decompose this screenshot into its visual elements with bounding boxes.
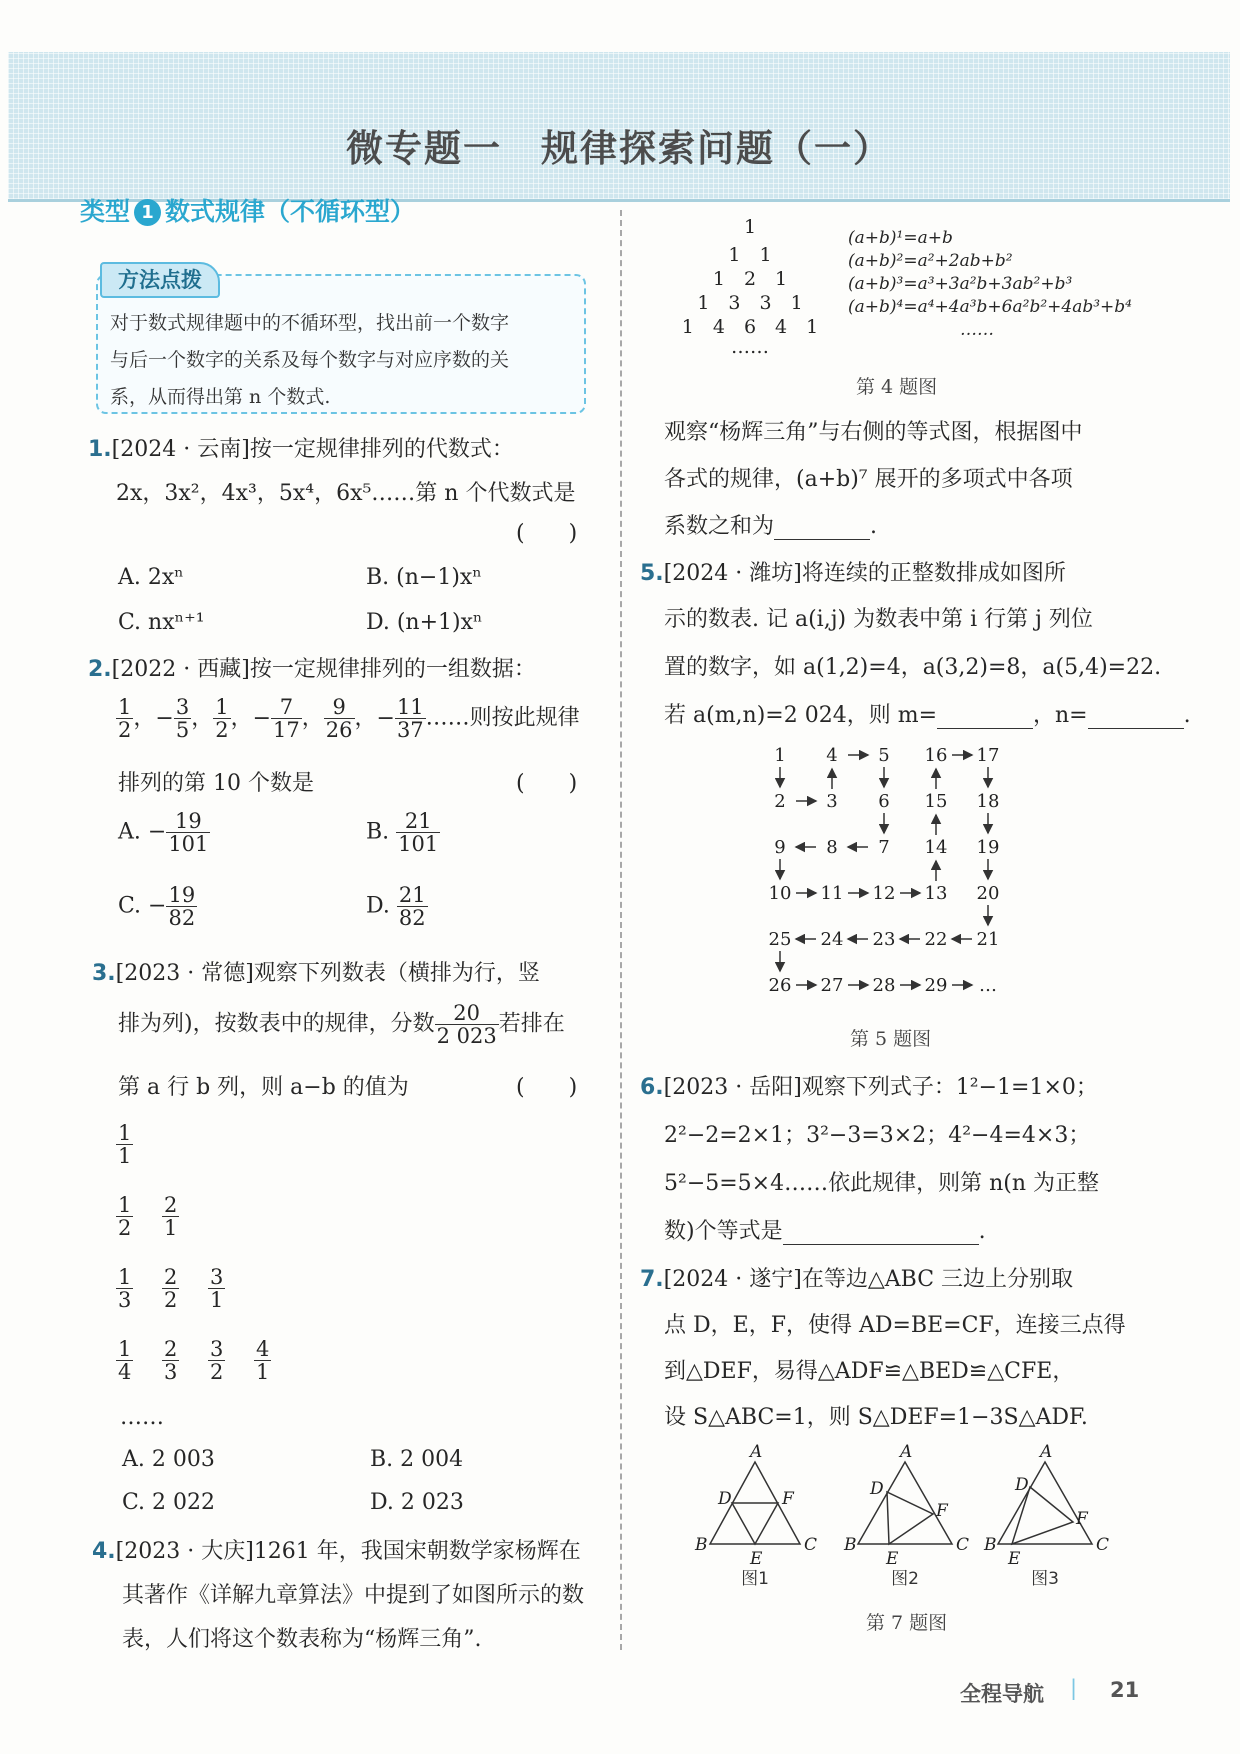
q3-cell-fraction — [116, 1194, 133, 1239]
q2-stem — [88, 652, 536, 683]
q5-grid-number: 28 — [872, 975, 896, 996]
q2-paren: ( ) — [516, 771, 578, 796]
q5-arrows — [780, 755, 988, 985]
q7-vertex-label: A — [750, 1444, 763, 1462]
q3-cell-fraction-num: 1 — [118, 1265, 132, 1289]
q4-source: [2023 · 大庆] — [115, 1539, 254, 1564]
q3-line3: 第 a 行 b 列，则 a−b 的值为 — [118, 1075, 409, 1100]
q1-option-d: D. (n+1)xⁿ — [366, 610, 483, 635]
q5-grid-number: 9 — [774, 837, 786, 858]
q5-grid-number: 24 — [820, 929, 844, 950]
q5-grid-number: 12 — [872, 883, 896, 904]
q7-vertex-label: D — [1015, 1475, 1029, 1495]
q4-cont-text: 系数之和为 — [664, 514, 775, 539]
q5-source: [2024 · 潍坊] — [663, 561, 802, 586]
q5-grid-number: 23 — [872, 929, 896, 950]
q5-grid-number: 5 — [878, 745, 890, 766]
q2-a-label: A. − — [118, 819, 167, 845]
q3-cell-fraction — [208, 1338, 225, 1383]
page-number: 21 — [1110, 1678, 1140, 1702]
q7-vertex-label: C — [804, 1535, 818, 1555]
yanghui-row: 1 4 6 4 1 — [681, 316, 819, 338]
q2-option-d — [366, 884, 428, 929]
q5-grid-number: 27 — [820, 975, 844, 996]
q3-cell-fraction-num: 4 — [256, 1337, 270, 1361]
q2-seq-term-num: 9 — [324, 696, 355, 719]
q2-seq-term-den: 26 — [325, 718, 353, 743]
q6-line3: 5²−5=5×4……依此规律，则第 n(n 为正整 — [664, 1171, 1100, 1196]
q7-vertex-label: E — [1008, 1549, 1021, 1569]
yanghui-row: 1 3 3 1 — [697, 292, 803, 314]
q1-line2: 2x，3x²，4x³，5x⁴，6x⁵……第 n 个代数式是 — [116, 481, 576, 506]
q5-grid-number: 4 — [826, 745, 838, 766]
q7-vertex-label: F — [1076, 1509, 1088, 1529]
q5-figure-caption: 第 5 题图 — [850, 1028, 932, 1050]
q2-option-c — [118, 884, 197, 929]
q6-line4: 数)个等式是 . — [664, 1219, 986, 1244]
q5-stem — [640, 556, 1066, 587]
q7-vertex-label: D — [870, 1479, 884, 1499]
q4-line3: 表，人们将这个数表称为“杨辉三角”. — [122, 1627, 482, 1652]
q7-stem — [640, 1262, 1073, 1293]
q4-line2: 其著作《详解九章算法》中提到了如图所示的数 — [122, 1583, 585, 1608]
q2-seq-tail: ……则按此规律 — [425, 705, 580, 731]
q2-seq-term-num: 11 — [396, 695, 424, 719]
q3-table-cell — [116, 1122, 133, 1167]
footer-separator: | — [1070, 1676, 1078, 1700]
q5-grid-number: 16 — [924, 745, 948, 766]
q7-vertex-label: C — [956, 1535, 970, 1555]
type-number: 1 — [134, 199, 161, 226]
q2-seq-sep: ，− — [230, 705, 272, 731]
q5-grid-number: 11 — [820, 883, 844, 904]
q7-vertex-label: C — [1096, 1535, 1110, 1555]
q5-grid-number: 21 — [976, 929, 1000, 950]
q3-option-a: A. 2 003 — [122, 1447, 215, 1472]
q2-source: [2022 · 西藏] — [111, 657, 250, 682]
q7-vertex-label: B — [984, 1535, 997, 1555]
q3-cell-fraction-num: 2 — [164, 1265, 178, 1289]
q2-seq-sep: ， — [301, 705, 324, 731]
yanghui-row: 1 1 — [728, 244, 772, 266]
q5-grid-number: 10 — [768, 883, 792, 904]
q2-number: 2. — [88, 657, 112, 682]
q5-grid-number: 1 — [774, 745, 786, 766]
page-title: 微专题一 规律探索问题（一） — [346, 127, 892, 170]
footer-book-name: 全程导航 — [960, 1682, 1044, 1706]
q7-figure-caption: 第 7 题图 — [866, 1612, 948, 1634]
q7-number: 7. — [640, 1267, 664, 1292]
binomial-equation: …… — [960, 320, 994, 340]
q7-vertex-label: F — [782, 1489, 794, 1509]
q3-cell-fraction-num: 3 — [210, 1337, 224, 1361]
q4-number: 4. — [92, 1539, 116, 1564]
q7-vertex-label: E — [750, 1549, 763, 1569]
q6-text: 观察下列式子：1²−1=1×0； — [801, 1075, 1098, 1100]
q2-b-fraction — [396, 810, 440, 855]
q3-text: 观察下列数表（横排为行，竖 — [253, 961, 540, 986]
q3-table-cell — [208, 1338, 225, 1383]
q2-a-den: 101 — [168, 832, 209, 857]
q2-a-num: 19 — [166, 810, 210, 833]
q7-vertex-label: A — [1040, 1444, 1053, 1462]
binomial-equation: (a+b)¹=a+b — [848, 228, 953, 248]
q7-figure-3 — [998, 1462, 1092, 1544]
q3-table-cell — [116, 1338, 133, 1383]
type-heading — [80, 192, 415, 228]
q5-grid-number: 25 — [768, 929, 792, 950]
q2-seq-term-den: 17 — [273, 718, 300, 743]
q3-cell-fraction — [116, 1122, 133, 1167]
q3-cell-fraction-num: 2 — [164, 1337, 178, 1361]
q2-seq-sep: ，− — [354, 705, 395, 731]
q5-text: 将连续的正整数排成如图所 — [801, 561, 1066, 586]
q2-c-den: 82 — [168, 906, 196, 931]
q2-b-num: 21 — [396, 810, 440, 833]
q4-text: 1261 年，我国宋朝数学家杨辉在 — [253, 1539, 581, 1564]
q6-line4-text: 数)个等式是 — [664, 1219, 783, 1244]
q2-d-fraction — [397, 884, 428, 929]
q3-frac-den: 2 023 — [436, 1024, 497, 1049]
q3-cell-fraction — [116, 1266, 133, 1311]
q2-seq-term-num: 1 — [215, 695, 229, 719]
q1-option-a: A. 2xⁿ — [118, 565, 184, 590]
q3-option-c: C. 2 022 — [122, 1490, 216, 1515]
q3-cell-fraction-num: 1 — [118, 1121, 132, 1145]
q5-m-blank[interactable] — [937, 707, 1033, 729]
q4-cont-line1: 观察“杨辉三角”与右侧的等式图，根据图中 — [664, 420, 1083, 445]
q2-seq-term — [395, 696, 426, 741]
q3-cell-fraction-den: 2 — [164, 1288, 178, 1313]
q1-option-b: B. (n−1)xⁿ — [366, 565, 482, 590]
q5-grid-number: 8 — [826, 837, 838, 858]
q3-cell-fraction-den: 2 — [118, 1216, 132, 1241]
q3-table-cell — [116, 1194, 133, 1239]
q5-grid-number: 29 — [924, 975, 948, 996]
q1-stem — [88, 432, 514, 463]
q3-cell-fraction-num: 1 — [118, 1193, 132, 1217]
q3-cell-fraction — [162, 1338, 179, 1383]
q5-grid-number: 26 — [768, 975, 792, 996]
q3-table-cell — [162, 1194, 179, 1239]
q2-seq-term — [174, 696, 191, 741]
q3-line2 — [118, 1002, 565, 1047]
q1-source: [2024 · 云南] — [111, 437, 250, 462]
q2-seq-term — [213, 696, 230, 741]
q7-vertex-label: A — [900, 1444, 913, 1462]
binomial-equation: (a+b)⁴=a⁴+4a³b+6a²b²+4ab³+b⁴ — [848, 297, 1132, 317]
q2-seq-term-den: 2 — [215, 718, 229, 743]
tip-line-2: 与后一个数字的关系及每个数字与对应序数的关 — [110, 349, 510, 371]
q2-seq-term-num: 7 — [271, 696, 302, 719]
q5-line4a: 若 a(m,n)=2 024，则 m= — [664, 703, 938, 728]
q5-grid-number: 15 — [924, 791, 948, 812]
q5-grid-number: … — [979, 975, 997, 996]
q2-seq-sep: ， — [191, 705, 214, 731]
type-title: 数式规律（不循环型） — [165, 197, 416, 226]
yanghui-row: 1 2 1 — [712, 268, 788, 290]
q1-text: 按一定规律排列的代数式： — [249, 437, 514, 462]
q5-grid-number: 2 — [774, 791, 786, 812]
q7-line3: 到△DEF，易得△ADF≌△BED≌△CFE， — [664, 1359, 1075, 1384]
q2-text: 按一定规律排列的一组数据： — [249, 657, 536, 682]
q2-seq-term-num: 1 — [118, 695, 132, 719]
q7-vertex-label: E — [886, 1549, 899, 1569]
q2-line3: 排列的第 10 个数是 — [118, 771, 314, 796]
yanghui-row: 1 — [743, 216, 757, 238]
q3-line2b: 若排在 — [498, 1011, 565, 1037]
fig1-triangle-def — [732, 1503, 778, 1544]
q3-line2a: 排为列)，按数表中的规律，分数 — [118, 1011, 435, 1037]
q2-d-num: 21 — [398, 883, 426, 907]
q3-table-cell — [254, 1338, 271, 1383]
q7-fig3-label: 图3 — [1031, 1569, 1059, 1589]
q7-fig1-label: 图1 — [741, 1569, 769, 1589]
q3-dots: …… — [120, 1405, 164, 1430]
q3-option-b: B. 2 004 — [370, 1447, 464, 1472]
q5-grid-number: 18 — [976, 791, 1000, 812]
q7-vertex-label: D — [718, 1489, 732, 1509]
q1-paren: ( ) — [516, 521, 578, 546]
column-divider — [620, 210, 622, 1650]
q2-d-den: 82 — [398, 906, 426, 931]
q2-seq-sep: ，− — [133, 705, 174, 731]
q2-c-fraction — [166, 884, 197, 929]
q5-grid-number: 20 — [976, 883, 1000, 904]
q6-answer-blank[interactable] — [783, 1223, 979, 1245]
yanghui-row: …… — [731, 336, 769, 358]
q3-table-cell — [116, 1266, 133, 1311]
q5-n-blank[interactable] — [1088, 707, 1184, 729]
q5-line2: 示的数表. 记 a(i,j) 为数表中第 i 行第 j 列位 — [664, 607, 1093, 632]
q3-cell-fraction-den: 1 — [210, 1288, 224, 1313]
q3-cell-fraction — [254, 1338, 271, 1383]
q5-line3: 置的数字，如 a(1,2)=4，a(3,2)=8，a(5,4)=22. — [664, 655, 1162, 680]
q6-source: [2023 · 岳阳] — [663, 1075, 802, 1100]
q3-option-d: D. 2 023 — [370, 1490, 464, 1515]
q3-frac-num: 20 — [435, 1002, 499, 1025]
q7-vertex-label: B — [695, 1535, 708, 1555]
q2-c-label: C. − — [118, 893, 167, 919]
q6-stem — [640, 1070, 1098, 1101]
title-banner — [8, 52, 1230, 202]
q3-cell-fraction-num: 3 — [210, 1265, 224, 1289]
q1-number: 1. — [88, 437, 112, 462]
q2-sequence — [116, 696, 580, 741]
tip-line-1: 对于数式规律题中的不循环型，找出前一个数字 — [110, 312, 510, 334]
q3-cell-fraction-den: 3 — [164, 1360, 178, 1385]
q3-cell-fraction — [116, 1338, 133, 1383]
q6-number: 6. — [640, 1075, 664, 1100]
q2-seq-term-den: 37 — [396, 718, 424, 743]
q4-cont-line3: 系数之和为 . — [664, 514, 878, 539]
q2-seq-term — [324, 696, 355, 741]
q2-b-label: B. — [366, 819, 397, 845]
q2-seq-terms — [116, 695, 426, 743]
q2-d-label: D. — [366, 893, 397, 919]
q5-grid-number: 22 — [924, 929, 948, 950]
q5-line4: 若 a(m,n)=2 024，则 m= ，n= . — [664, 703, 1191, 728]
q2-seq-term-num: 3 — [175, 695, 190, 719]
q6-line2: 2²−2=2×1；3²−3=3×2；4²−4=4×3； — [664, 1123, 1091, 1148]
q7-vertex-label: B — [844, 1535, 857, 1555]
q3-cell-fraction-den: 4 — [118, 1360, 132, 1385]
q7-line4: 设 S△ABC=1，则 S△DEF=1−3S△ADF. — [664, 1405, 1088, 1430]
q2-seq-term — [271, 696, 302, 741]
q3-cell-fraction-den: 1 — [164, 1216, 178, 1241]
q7-text: 在等边△ABC 三边上分别取 — [801, 1267, 1074, 1292]
q5-grid-number: 6 — [878, 791, 890, 812]
q2-option-a — [118, 810, 210, 855]
q3-table-cell — [162, 1338, 179, 1383]
q2-seq-term-den: 2 — [118, 718, 132, 743]
q1-option-c: C. nxⁿ⁺¹ — [118, 610, 205, 635]
q5-grid-number: 14 — [924, 837, 948, 858]
q3-cell-fraction-den: 2 — [210, 1360, 224, 1385]
q4-cont-line2: 各式的规律，(a+b)⁷ 展开的多项式中各项 — [664, 467, 1073, 492]
q3-cell-fraction-den: 1 — [118, 1144, 132, 1169]
q3-source: [2023 · 常德] — [115, 961, 254, 986]
q3-cell-fraction-den: 3 — [118, 1288, 132, 1313]
q3-stem — [92, 956, 540, 987]
tip-line-3: 系，从而得出第 n 个数式. — [110, 386, 331, 408]
q3-fraction — [435, 1002, 499, 1047]
q5-line4b: ，n= — [1033, 703, 1088, 728]
q5-number: 5. — [640, 561, 664, 586]
q2-c-num: 19 — [168, 883, 196, 907]
q3-cell-fraction-num: 1 — [118, 1337, 132, 1361]
binomial-equation: (a+b)²=a²+2ab+b² — [848, 251, 1013, 271]
q7-source: [2024 · 遂宁] — [663, 1267, 802, 1292]
q2-seq-term-den: 5 — [175, 718, 190, 743]
q3-table-cell — [162, 1266, 179, 1311]
q5-grid-number: 7 — [878, 837, 890, 858]
q3-cell-fraction — [208, 1266, 225, 1311]
q3-number: 3. — [92, 961, 116, 986]
binomial-equation: (a+b)³=a³+3a²b+3ab²+b³ — [848, 274, 1073, 294]
q4-figure-caption: 第 4 题图 — [856, 376, 938, 398]
q2-seq-term — [116, 696, 133, 741]
q2-a-fraction — [166, 810, 210, 855]
method-tip-tag: 方法点拨 — [100, 262, 220, 298]
q7-vertex-label: F — [936, 1501, 948, 1521]
q3-cell-fraction-den: 1 — [256, 1360, 270, 1385]
q2-option-b — [366, 810, 440, 855]
type-prefix: 类型 — [80, 197, 131, 226]
q3-table-cell — [208, 1266, 225, 1311]
q7-fig2-label: 图2 — [891, 1569, 919, 1589]
q5-number-grid — [740, 735, 1040, 1005]
q5-grid-number: 13 — [924, 883, 948, 904]
q3-paren: ( ) — [516, 1075, 578, 1100]
q3-cell-fraction — [162, 1266, 179, 1311]
q5-grid-number: 3 — [826, 791, 838, 812]
q7-figures — [690, 1444, 1130, 1594]
q5-grid-number: 19 — [976, 837, 1000, 858]
q4-answer-blank[interactable] — [774, 518, 870, 540]
q2-b-den: 101 — [398, 832, 439, 857]
q7-line2: 点 D，E，F，使得 AD=BE=CF，连接三点得 — [664, 1313, 1126, 1338]
q3-cell-fraction — [162, 1194, 179, 1239]
q5-grid-number: 17 — [976, 745, 1000, 766]
q3-cell-fraction-num: 2 — [164, 1193, 178, 1217]
q4-stem — [92, 1534, 581, 1565]
